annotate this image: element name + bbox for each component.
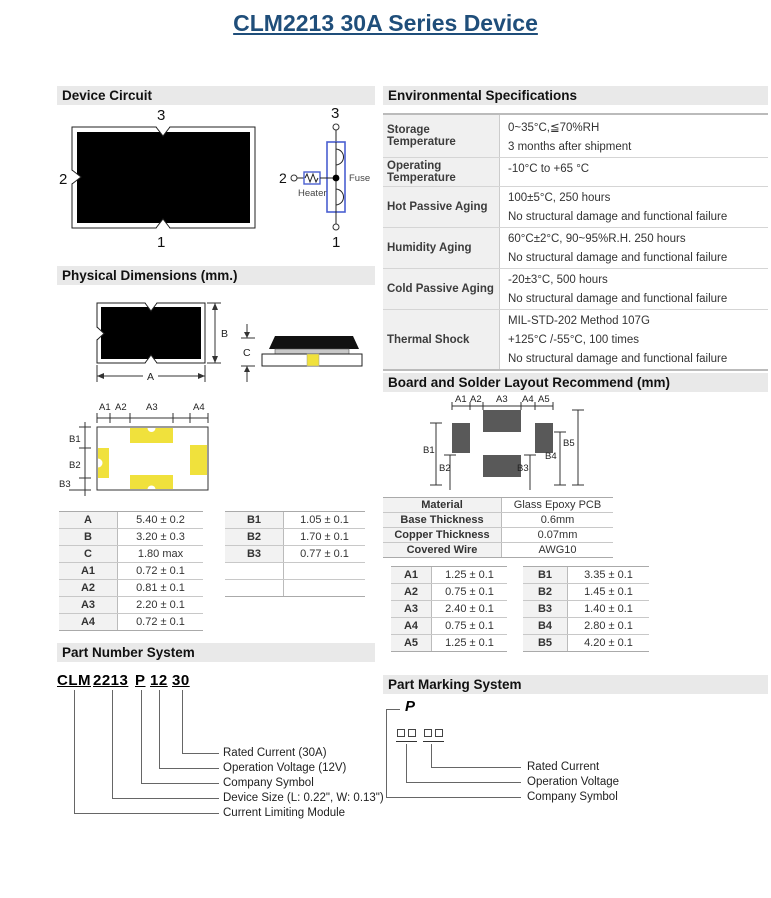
board-dim-b5: B5 [563, 438, 575, 449]
env-label: Storage Temperature [383, 115, 500, 157]
table-row [383, 269, 768, 310]
table-row: B1 3.35 ± 0.1 [523, 567, 649, 584]
env-value: No structural damage and functional failure [508, 352, 728, 365]
part-number-group: CLM [57, 672, 91, 689]
part-number-group: 30 [172, 672, 190, 689]
table-row [383, 158, 768, 187]
pad-dim-a1: A1 [99, 402, 111, 413]
dim-b-label: B [221, 328, 229, 340]
marking-box [424, 729, 432, 737]
part-number-meaning: Company Symbol [223, 777, 314, 789]
marking-meaning: Operation Voltage [527, 776, 620, 788]
table-row [383, 187, 768, 228]
section-heading-part-marking: Part Marking System [383, 675, 768, 694]
section-heading-board-layout: Board and Solder Layout Recommend (mm) [383, 373, 768, 392]
marking-symbol: P [405, 698, 416, 715]
pad-layout-diagram [57, 398, 377, 504]
table-row [225, 563, 365, 580]
connector-line [406, 744, 521, 783]
part-number-meaning: Current Limiting Module [223, 807, 346, 819]
env-value: 3 months after shipment [508, 140, 632, 153]
table-row: A2 0.81 ± 0.1 [59, 580, 203, 597]
env-value: MIL-STD-202 Method 107G [508, 314, 650, 327]
env-value: No structural damage and functional failure [508, 210, 728, 223]
page-title: CLM2213 30A Series Device [233, 10, 538, 36]
table-row [225, 580, 365, 596]
marking-box [435, 729, 443, 737]
table-row: A1 0.72 ± 0.1 [59, 563, 203, 580]
environmental-specs-table [383, 113, 768, 371]
pad-dim-a2: A2 [115, 402, 127, 413]
board-dim-b2: B2 [439, 463, 451, 474]
board-dim-a4: A4 [522, 394, 534, 405]
section-heading-device-circuit: Device Circuit [57, 86, 375, 105]
table-row: B1 1.05 ± 0.1 [225, 512, 365, 529]
layout-b-table [523, 566, 649, 652]
env-value: +125°C /-55°C, 100 times [508, 333, 639, 346]
marking-underline [396, 741, 417, 742]
part-number-group: 12 [150, 672, 168, 689]
board-dim-b4: B4 [545, 451, 557, 462]
schematic-pin-top: 3 [331, 105, 340, 122]
table-row: A2 0.75 ± 0.1 [391, 584, 507, 601]
table-row: A4 0.72 ± 0.1 [59, 614, 203, 630]
table-row: C 1.80 max [59, 546, 203, 563]
env-label: Operating Temperature [383, 158, 500, 186]
board-dim-a3: A3 [496, 394, 508, 405]
schematic-pin-bottom: 1 [332, 234, 341, 251]
dim-a-label: A [147, 371, 155, 383]
pad-dim-b2: B2 [69, 460, 81, 471]
table-row: Base Thickness 0.6mm [383, 513, 613, 528]
marking-meaning: Rated Current [527, 761, 600, 773]
env-value: No structural damage and functional failure [508, 292, 728, 305]
pad-dim-b3: B3 [59, 479, 71, 490]
section-heading-physical-dimensions: Physical Dimensions (mm.) [57, 266, 375, 285]
right-column [383, 0, 768, 898]
env-label: Hot Passive Aging [383, 187, 500, 227]
section-heading-part-number: Part Number System [57, 643, 375, 662]
connector-line [74, 690, 219, 814]
material-table [383, 497, 613, 558]
table-row: B5 4.20 ± 0.1 [523, 635, 649, 651]
part-number-meaning: Rated Current (30A) [223, 747, 327, 759]
table-row: A5 1.25 ± 0.1 [391, 635, 507, 651]
table-row: Copper Thickness 0.07mm [383, 528, 613, 543]
env-value: 60°C±2°C, 90~95%R.H. 250 hours [508, 232, 686, 245]
env-value: 100±5°C, 250 hours [508, 191, 611, 204]
part-number-group: 2213 [93, 672, 129, 689]
table-row: B3 0.77 ± 0.1 [225, 546, 365, 563]
table-row: A1 1.25 ± 0.1 [391, 567, 507, 584]
env-value: -20±3°C, 500 hours [508, 273, 608, 286]
board-dim-a5: A5 [538, 394, 550, 405]
part-number-meaning: Operation Voltage (12V) [223, 762, 347, 774]
marking-box [408, 729, 416, 737]
marking-underline [423, 741, 444, 742]
board-dim-b3: B3 [517, 463, 529, 474]
table-row: Covered Wire AWG10 [383, 543, 613, 557]
layout-a-table [391, 566, 507, 652]
table-row: B4 2.80 ± 0.1 [523, 618, 649, 635]
dimensions-table-left [59, 511, 203, 631]
device-circuit-diagram [57, 103, 375, 255]
table-row: A 5.40 ± 0.2 [59, 512, 203, 529]
schematic-pin-left: 2 [279, 170, 287, 186]
table-row [383, 228, 768, 269]
part-number-meaning: Device Size (L: 0.22", W: 0.13") [223, 792, 384, 804]
dim-c-label: C [243, 347, 251, 359]
table-row [383, 310, 768, 369]
table-row: B2 1.70 ± 0.1 [225, 529, 365, 546]
pad-dim-a3: A3 [146, 402, 158, 413]
marking-meaning: Company Symbol [527, 791, 618, 803]
board-dim-b1: B1 [423, 445, 435, 456]
table-row [383, 115, 768, 158]
solder-layout-diagram [420, 393, 605, 497]
env-value: -10°C to +65 °C [508, 162, 590, 175]
pad-dim-b1: B1 [69, 434, 81, 445]
env-label: Cold Passive Aging [383, 269, 500, 309]
left-column [57, 0, 384, 898]
table-row: B 3.20 ± 0.3 [59, 529, 203, 546]
table-row: A3 2.20 ± 0.1 [59, 597, 203, 614]
part-number-group: P [135, 672, 146, 689]
board-dim-a1: A1 [455, 394, 467, 405]
env-label: Humidity Aging [383, 228, 500, 268]
table-row: Material Glass Epoxy PCB [383, 498, 613, 513]
env-value: No structural damage and functional failure [508, 251, 728, 264]
pad-dim-a4: A4 [193, 402, 205, 413]
pin-label-top: 3 [157, 107, 166, 124]
table-row: B2 1.45 ± 0.1 [523, 584, 649, 601]
heater-label: Heater [298, 188, 327, 199]
section-heading-environmental: Environmental Specifications [383, 86, 768, 105]
table-row: A3 2.40 ± 0.1 [391, 601, 507, 618]
dimensions-table-right [225, 511, 365, 597]
board-dim-a2: A2 [470, 394, 482, 405]
env-value: 0~35°C,≦70%RH [508, 121, 600, 134]
marking-box [397, 729, 405, 737]
dimensions-diagram [57, 292, 377, 392]
pin-label-bottom: 1 [157, 234, 166, 251]
pin-label-left: 2 [59, 171, 68, 188]
env-label: Thermal Shock [383, 310, 500, 369]
table-row: A4 0.75 ± 0.1 [391, 618, 507, 635]
fuse-label: Fuse [349, 173, 371, 184]
table-row: B3 1.40 ± 0.1 [523, 601, 649, 618]
